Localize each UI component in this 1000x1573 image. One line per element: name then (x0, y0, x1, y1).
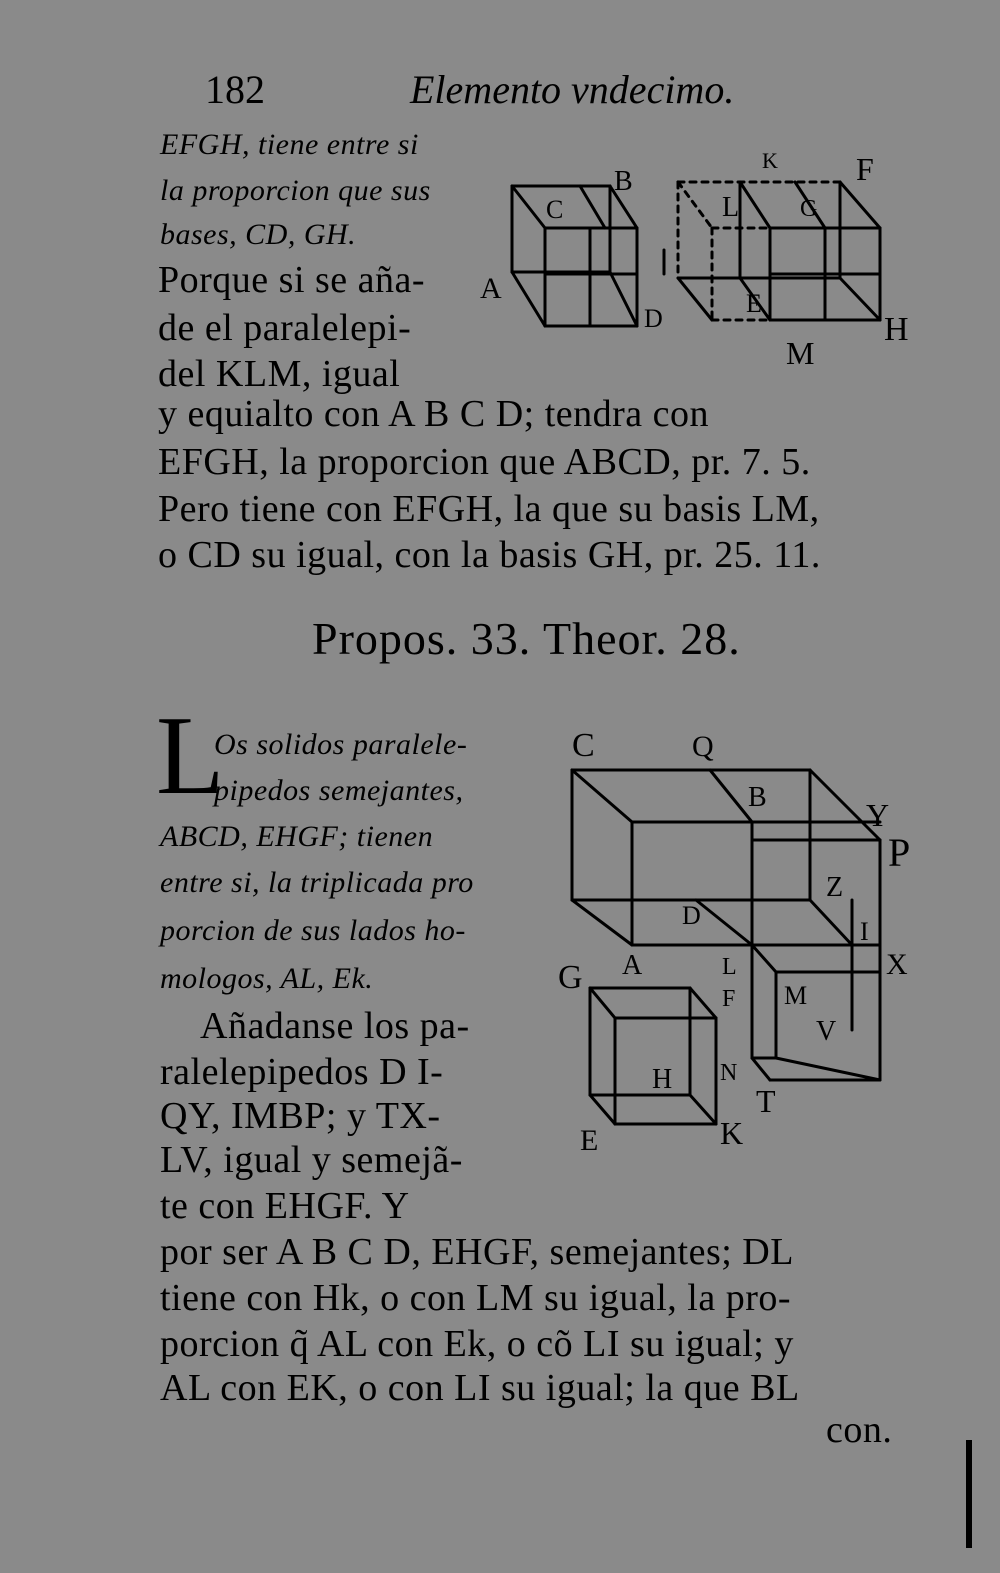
figure-label: B (614, 166, 633, 197)
figure-label: L (722, 954, 737, 980)
figure-label: I (860, 917, 869, 946)
text-line: AL con EK, o con LI su igual; la que BL (160, 1367, 800, 1409)
text-line: EFGH, la proporcion que ABCD, pr. 7. 5. (158, 441, 811, 483)
figure-label: C (546, 195, 564, 224)
figure-label: Q (692, 730, 714, 763)
text-line: y equialto con A B C D; tendra con (158, 393, 710, 435)
text-line: EFGH, tiene entre si (160, 128, 419, 161)
figure-label: V (816, 1016, 837, 1047)
text-line: LV, igual y semejã- (160, 1139, 463, 1181)
text-line: por ser A B C D, EHGF, semejantes; DL (160, 1231, 794, 1273)
text-line: QY, IMBP; y TX- (160, 1095, 441, 1137)
drop-cap: L (156, 694, 225, 818)
figure-label: H (884, 311, 909, 348)
page-number: 182 (205, 67, 265, 112)
proposition-title: Propos. 33. Theor. 28. (312, 613, 741, 664)
figure-label: E (746, 289, 762, 318)
catchword: con. (826, 1409, 893, 1451)
text-line: te con EHGF. Y (160, 1185, 410, 1227)
text-line: de el paralelepi- (158, 307, 412, 349)
figure-label: E (580, 1124, 599, 1157)
figure-label: F (722, 986, 736, 1012)
text-line: entre si, la triplicada pro (160, 866, 474, 899)
figure-label: G (558, 959, 583, 996)
text-line: Os solidos paralele- (214, 728, 468, 761)
text-line: ralelepipedos D I- (160, 1051, 444, 1093)
figure-label: F (856, 151, 874, 187)
figure-label: Y (866, 797, 890, 833)
figure-label: A (480, 272, 502, 305)
text-line: o CD su igual, con la basis GH, pr. 25. 11. (158, 534, 821, 576)
text-line: Porque si se aña- (158, 259, 426, 301)
figure-label: X (886, 948, 908, 981)
figure-label: G (800, 196, 818, 222)
text-line: porcion q̃ AL con Ek, o cõ LI su igual; y (160, 1323, 794, 1365)
figure-label: T (756, 1083, 776, 1119)
text-line: porcion de sus lados ho- (160, 914, 466, 947)
figure-label: D (682, 901, 701, 930)
text-line: del KLM, igual (158, 353, 401, 395)
figure-label: K (762, 148, 778, 173)
text-line: tiene con Hk, o con LM su igual, la pro- (160, 1277, 792, 1319)
figure-label: M (784, 981, 808, 1010)
figure-label: A (622, 950, 643, 981)
figure-label: N (720, 1060, 738, 1086)
scan-edge-bar (966, 1440, 972, 1548)
text-line: ABCD, EHGF; tienen (160, 820, 434, 853)
figure-label: L (722, 192, 740, 223)
figure-label: Z (826, 872, 844, 903)
text-line: la proporcion que sus (160, 174, 431, 207)
figure-label: D (644, 304, 663, 333)
text-line: pipedos semejantes, (214, 774, 464, 807)
figure-label: C (572, 727, 595, 764)
figure-label: B (748, 782, 767, 813)
running-title: Elemento vndecimo. (410, 67, 735, 112)
text-line: mologos, AL, Ek. (160, 962, 374, 995)
text-line: bases, CD, GH. (160, 218, 357, 251)
figure-label: P (888, 830, 911, 875)
figure-label: M (786, 335, 815, 371)
figure-label: K (720, 1115, 744, 1151)
text-line: Pero tiene con EFGH, la que su basis LM, (158, 488, 820, 530)
figure-label: H (652, 1064, 673, 1095)
text-line: Añadanse los pa- (200, 1005, 470, 1047)
